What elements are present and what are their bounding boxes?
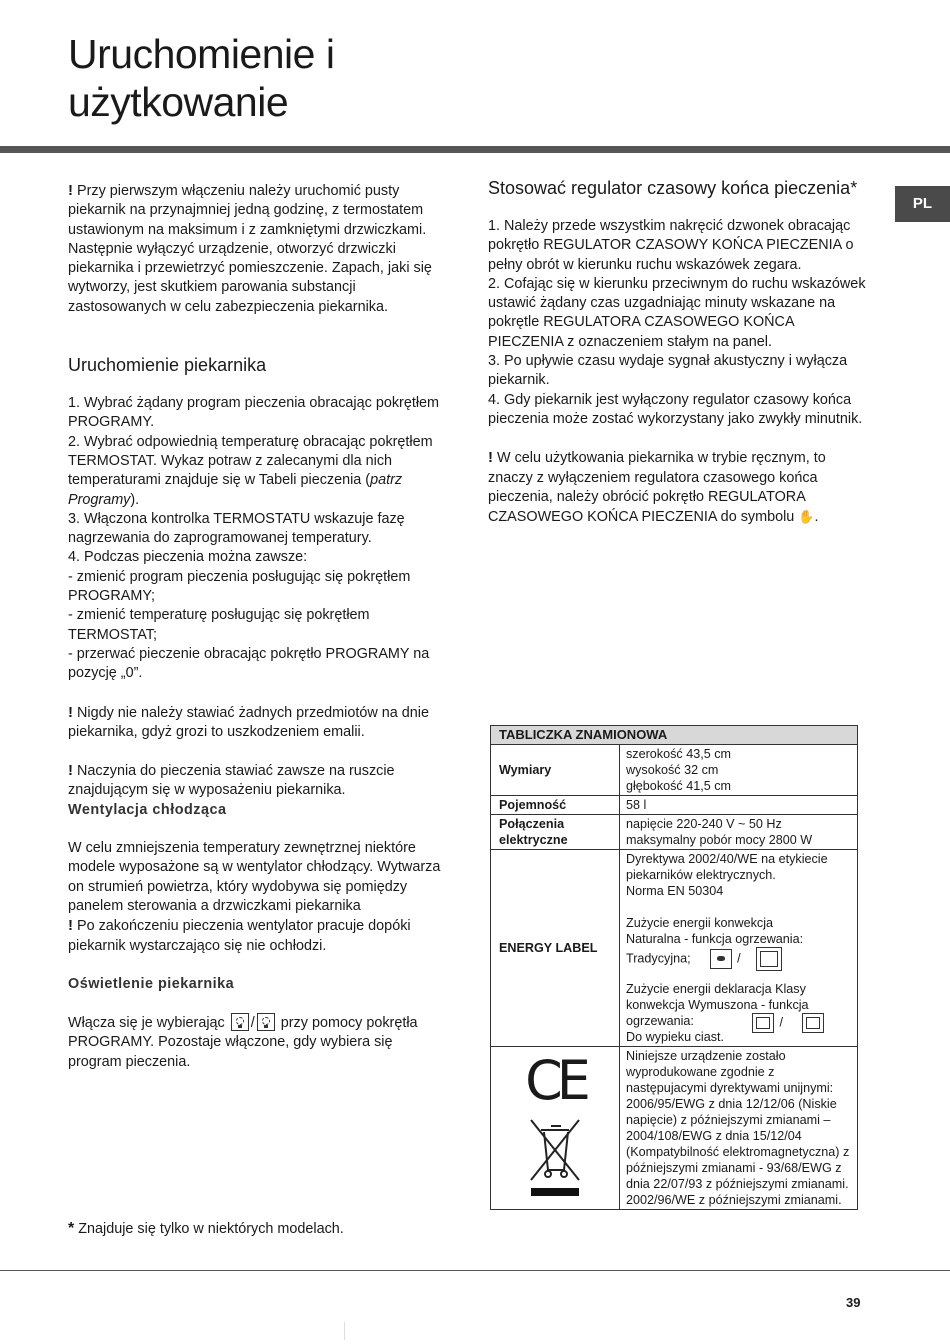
- ventilation-text: W celu zmniejszenia temperatury zewnętrznej niektóre modele wyposażone są w wentylator chłodzący. Wytwarza on strumień powietrza, który wydobywa się pomiędzy panelem sterowania a drzwiczkami piekarnika: [68, 840, 441, 914]
- compliance-text: Niniejsze urządzenie zostało wyprodukowane zgodnie z następujacymi dyrektywami unijnymi: 2006/95/EWG z dnia 12/12/06 (Niskie napięcie) z późniejszymi zmianami – 2004/108/EWG z dnia 15/12/04 (Kompatybilność elektromagnetyczna) z późniejszymi zmianami - 93/68/EWG z dnia 22/07/93 z późniejszymi zmianami. 2002/96/WE z późniejszymi zmianami.: [620, 1047, 858, 1210]
- start-step-4: 4. Podczas pieczenia można zawsze:: [68, 549, 308, 566]
- energy-norm: Norma EN 50304: [626, 884, 724, 898]
- traditional-oven-icon: [710, 949, 732, 969]
- section-title-start: Uruchomienie piekarnika: [68, 355, 267, 376]
- fan-oven-icon-2: [802, 1013, 824, 1033]
- energy-label: ENERGY LABEL: [491, 850, 620, 1047]
- warning-mark: !: [488, 449, 493, 467]
- title-line-2: użytkowanie: [68, 79, 289, 125]
- footer-divider: [0, 1270, 950, 1271]
- warning-mark: !: [68, 917, 73, 935]
- lamp-icon: [231, 1013, 249, 1031]
- crossed-bin-icon: [527, 1116, 583, 1202]
- section-title-ventilation: Wentylacja chłodząca: [68, 801, 227, 818]
- timer-step-3: 3. Po upływie czasu wydaje sygnał akustyczny i wyłącza piekarnik.: [488, 353, 848, 389]
- warning-rack-text: Naczynia do pieczenia stawiać zawsze na ruszcie znajdującym się w wyposażeniu piekarnika.: [68, 763, 395, 799]
- footnote-star: *: [68, 1220, 75, 1237]
- start-step-4c: - przerwać pieczenie obracając pokrętło PROGRAMY na pozycję „0”.: [68, 645, 430, 682]
- energy-forced-2-row: [626, 1015, 851, 1045]
- page-number: 39: [846, 1295, 861, 1310]
- dimension-width: szerokość 43,5 cm: [626, 747, 731, 761]
- lamp-fan-icon: [257, 1013, 275, 1031]
- rating-plate-table: [490, 725, 858, 1210]
- step2-text: 2. Wybrać odpowiednią temperaturę obracając pokrętłem TERMOSTAT. Wykaz potraw z zalecanymi dla nich temperaturami znajduje się w Tabeli pieczenia (: [68, 433, 433, 489]
- footnote-text: Znajduje się tylko w niektórych modelach.: [78, 1221, 344, 1237]
- capacity-value: 58 l: [620, 796, 858, 815]
- ce-mark-icon: CE: [525, 1049, 585, 1112]
- ventilation-warning-text: Po zakończeniu pieczenia wentylator pracuje dopóki piekarnik wystarczająco się nie ochłodzi.: [68, 918, 411, 954]
- lighting-text-a: Włącza się je wybierając: [68, 1015, 225, 1032]
- warning-mark: !: [68, 762, 73, 780]
- energy-forced-2: Do wypieku ciast.: [626, 1030, 724, 1044]
- lighting-text: [68, 1013, 448, 1072]
- table-row-dimensions: [491, 745, 858, 796]
- lighting-text-b: przy pomocy pokrętła PROGRAMY. Pozostaje włączone, gdy wybiera się program pieczenia.: [68, 1015, 418, 1070]
- timer-step-2: 2. Cofając się w kierunku przeciwnym do ruchu wskazówek ustawić żądany czas uzgadniając minuty wskazane na pokrętle REGULATORA CZASOWEGO KOŃCA PIECZENIA z oznaczeniem stałym na panel.: [488, 275, 866, 350]
- energy-convection-3: [626, 947, 851, 971]
- header-divider: [0, 146, 950, 153]
- left-column: [68, 181, 448, 1072]
- intro-text: Przy pierwszym włączeniu należy uruchomić pusty piekarnik na przynajmniej jedną godzinę, z termostatem ustawionym na maksimum i z zamkniętymi drzwiczkami. Następnie wyłączyć urządzenie, otworzyć drzwiczki piekarnika i przewietrzyć pomieszczenie. Zapach, jaki się wytworzy, jest skutkiem parowania substancji zastosowanych w celu zabezpieczenia piekarnika.: [68, 183, 432, 315]
- scan-mark: [344, 1322, 345, 1340]
- table-row-capacity: [491, 796, 858, 815]
- warning-enamel: [68, 703, 448, 743]
- footnote: [68, 1220, 344, 1238]
- energy-separator: /: [737, 951, 741, 966]
- timer-manual-text: W celu użytkowania piekarnika w trybie ręcznym, to znaczy z wyłączeniem regulatora czasowego końca pieczenia, należy obrócić pokrętło REGULATORA CZASOWEGO KOŃCA PIECZENIA do symbolu: [488, 450, 826, 526]
- electrical-label: Połączenia elektryczne: [491, 815, 620, 850]
- dimension-depth: głębokość 41,5 cm: [626, 779, 732, 793]
- table-row-energy: [491, 850, 858, 1047]
- timer-manual-note: [488, 448, 868, 527]
- dimensions-values: [620, 745, 858, 796]
- language-tab: PL: [895, 186, 950, 222]
- right-column: [488, 178, 868, 527]
- dimension-height: wysokość 32 cm: [626, 763, 719, 777]
- start-step-4b: - zmienić temperaturę posługując się pokrętłem TERMOSTAT;: [68, 607, 370, 643]
- electrical-voltage: napięcie 220-240 V ~ 50 Hz: [626, 817, 782, 831]
- energy-convection-1: Zużycie energii konwekcja: [626, 916, 773, 930]
- warning-mark: !: [68, 182, 73, 199]
- fan-oven-icon: [752, 1013, 774, 1033]
- ventilation-warning: [68, 916, 448, 956]
- hand-icon: ✋: [798, 509, 815, 525]
- capacity-label: Pojemność: [491, 796, 620, 815]
- start-step-4a: - zmienić program pieczenia posługując się pokrętłem PROGRAMY;: [68, 568, 411, 605]
- step2-end: ).: [130, 491, 140, 508]
- compliance-marks: [491, 1047, 620, 1210]
- oven-icon: [756, 947, 782, 971]
- page-title: [68, 30, 334, 126]
- title-line-1: Uruchomienie i: [68, 31, 335, 77]
- energy-forced-1: Zużycie energii deklaracja Klasy konwekcja Wymuszona - funkcja ogrzewania:: [626, 982, 809, 1028]
- start-step-2: [68, 433, 448, 510]
- energy-values: [620, 850, 858, 1047]
- section-title-timer: Stosować regulator czasowy końca pieczenia*: [488, 178, 858, 198]
- warning-enamel-text: Nigdy nie należy stawiać żadnych przedmiotów na dnie piekarnika, gdyż grozi to uszkodzeniem emalii.: [68, 704, 429, 740]
- intro-paragraph: [68, 181, 448, 317]
- table-header: TABLICZKA ZNAMIONOWA: [491, 726, 858, 745]
- energy-traditional: Tradycyjna;: [626, 951, 691, 966]
- dimensions-label: Wymiary: [491, 745, 620, 796]
- warning-rack: [68, 761, 448, 801]
- electrical-values: [620, 815, 858, 850]
- electrical-power: maksymalny pobór mocy 2800 W: [626, 833, 813, 847]
- step2-reference: patrz Programy: [68, 472, 403, 508]
- energy-separator-2: /: [779, 1015, 783, 1030]
- start-step-3: 3. Włączona kontrolka TERMOSTATU wskazuje fazę nagrzewania do zaprogramowanej temperatury.: [68, 510, 405, 547]
- energy-convection-2: Naturalna - funkcja ogrzewania:: [626, 932, 804, 946]
- section-title-lighting: Oświetlenie piekarnika: [68, 975, 235, 992]
- start-step-1: 1. Wybrać żądany program pieczenia obracając pokrętłem PROGRAMY.: [68, 395, 440, 431]
- table-row-compliance: [491, 1047, 858, 1210]
- lighting-separator: /: [250, 1015, 255, 1032]
- timer-step-4: 4. Gdy piekarnik jest wyłączony regulator czasowy końca pieczenia może zostać wykorzystany jako zwykły minutnik.: [488, 391, 863, 427]
- timer-step-1: 1. Należy przede wszystkim nakręcić dzwonek obracając pokrętło REGULATOR CZASOWY KOŃCA PIECZENIA o pełny obrót w kierunku ruchu wskazówek zegara.: [488, 218, 854, 273]
- energy-directive: Dyrektywa 2002/40/WE na etykiecie piekarników elektrycznych.: [626, 852, 828, 882]
- table-row-electrical: [491, 815, 858, 850]
- warning-mark: !: [68, 703, 73, 721]
- timer-manual-end: .: [814, 509, 819, 526]
